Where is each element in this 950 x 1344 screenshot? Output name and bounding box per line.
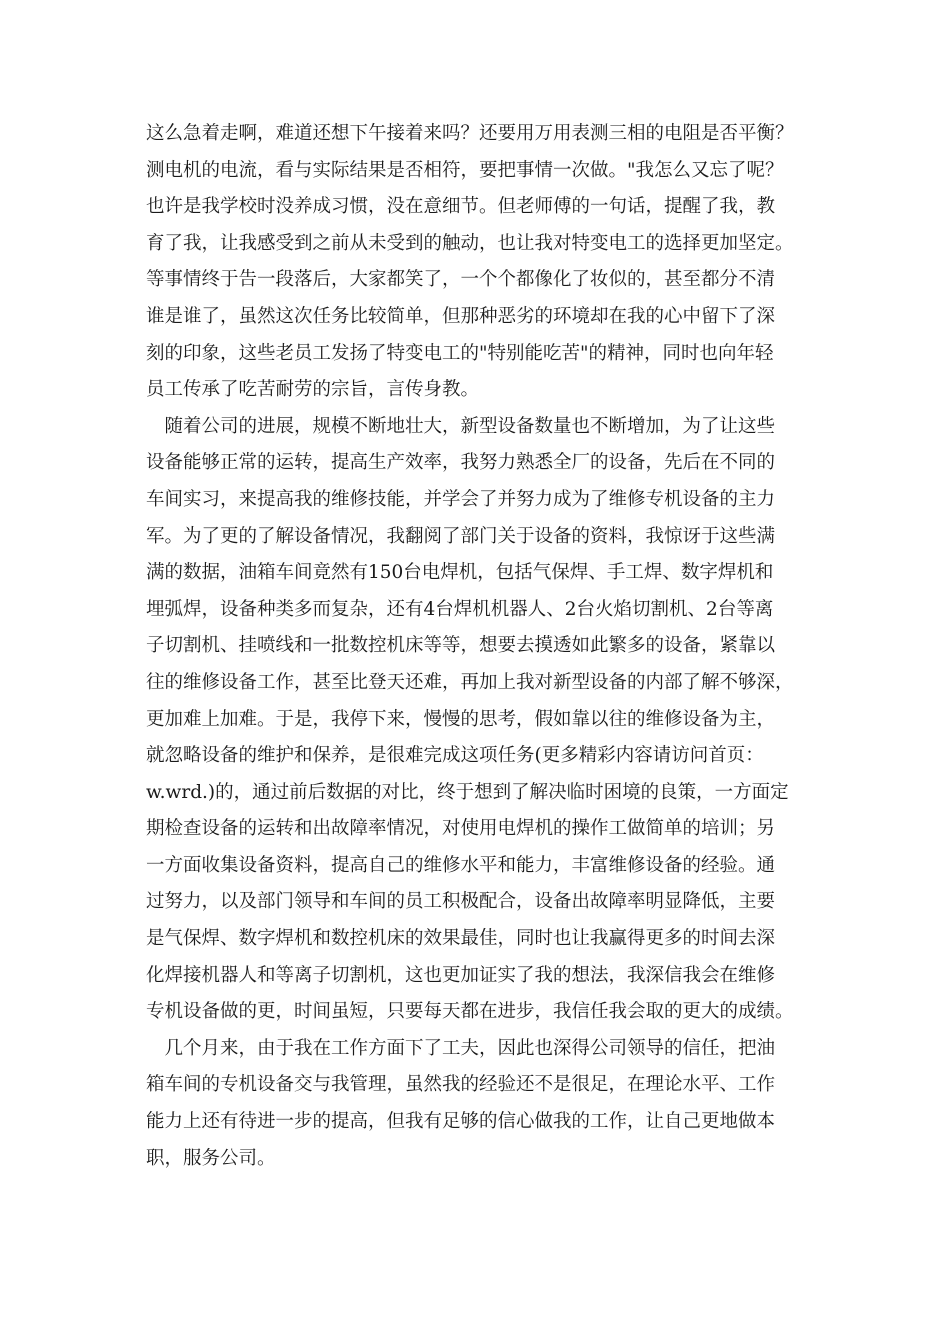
text-line: 设备能够正常的运转，提高生产效率，我努力熟悉全厂的设备，先后在不同的 — [146, 452, 776, 474]
body-text — [146, 116, 810, 1177]
text-line: 更加难上加难。于是，我停下来，慢慢的思考，假如靠以往的维修设备为主， — [146, 708, 776, 730]
text-line: 几个月来，由于我在工作方面下了工夫，因此也深得公司领导的信任，把油 — [146, 1037, 776, 1059]
text-line: 随着公司的进展，规模不断地壮大，新型设备数量也不断增加，为了让这些 — [146, 415, 776, 437]
text-line: 箱车间的专机设备交与我管理，虽然我的经验还不是很足，在理论水平、工作 — [146, 1074, 776, 1096]
text-line: 职，服务公司。 — [146, 1147, 276, 1169]
text-line: 满的数据，油箱车间竟然有150台电焊机，包括气保焊、手工焊、数字焊机和 — [146, 562, 774, 584]
text-line: 谁是谁了，虽然这次任务比较简单，但那种恶劣的环境却在我的心中留下了深 — [146, 305, 776, 327]
text-line: 测电机的电流，看与实际结果是否相符，要把事情一次做。"我怎么又忘了呢？ — [146, 159, 784, 181]
text-line: 期检查设备的运转和出故障率情况，对使用电焊机的操作工做简单的培训；另 — [146, 818, 776, 840]
text-line: 车间实习，来提高我的维修技能，并学会了并努力成为了维修专机设备的主力 — [146, 488, 776, 510]
text-line: 往的维修设备工作，甚至比登天还难，再加上我对新型设备的内部了解不够深， — [146, 671, 794, 693]
text-line: 员工传承了吃苦耐劳的宗旨，言传身教。 — [146, 379, 480, 401]
text-line: 就忽略设备的维护和保养，是很难完成这项任务(更多精彩内容请访问首页： — [146, 745, 764, 767]
text-line: w.wrd.)的，通过前后数据的对比，终于想到了解决临时困境的良策，一方面定 — [146, 781, 789, 803]
text-line: 一方面收集设备资料，提高自己的维修水平和能力，丰富维修设备的经验。通 — [146, 854, 776, 876]
text-line: 军。为了更的了解设备情况，我翻阅了部门关于设备的资料，我惊讶于这些满 — [146, 525, 776, 547]
text-line: 能力上还有待进一步的提高，但我有足够的信心做我的工作，让自己更地做本 — [146, 1111, 776, 1133]
text-line: 专机设备做的更，时间虽短，只要每天都在进步，我信任我会取的更大的成绩。 — [146, 1001, 794, 1023]
text-line: 这么急着走啊，难道还想下午接着来吗？还要用万用表测三相的电阻是否平衡？ — [146, 123, 794, 144]
text-line: 也许是我学校时没养成习惯，没在意细节。但老师傅的一句话，提醒了我，教 — [146, 196, 776, 218]
text-line: 等事情终于告一段落后，大家都笑了，一个个都像化了妆似的，甚至都分不清 — [146, 269, 776, 291]
text-line: 化焊接机器人和等离子切割机，这也更加证实了我的想法，我深信我会在维修 — [146, 964, 776, 986]
text-line: 子切割机、挂喷线和一批数控机床等等，想要去摸透如此繁多的设备，紧靠以 — [146, 635, 776, 657]
text-line: 过努力，以及部门领导和车间的员工积极配合，设备出故障率明显降低，主要 — [146, 891, 776, 913]
text-line: 刻的印象，这些老员工发扬了特变电工的"特别能吃苦"的精神，同时也向年轻 — [146, 342, 774, 364]
text-line: 埋弧焊，设备种类多而复杂，还有4台焊机机器人、2台火焰切割机、2台等离 — [146, 598, 774, 620]
text-line: 育了我，让我感受到之前从未受到的触动，也让我对特变电工的选择更加坚定。 — [146, 232, 794, 254]
text-line: 是气保焊、数字焊机和数控机床的效果最佳，同时也让我赢得更多的时间去深 — [146, 928, 776, 950]
